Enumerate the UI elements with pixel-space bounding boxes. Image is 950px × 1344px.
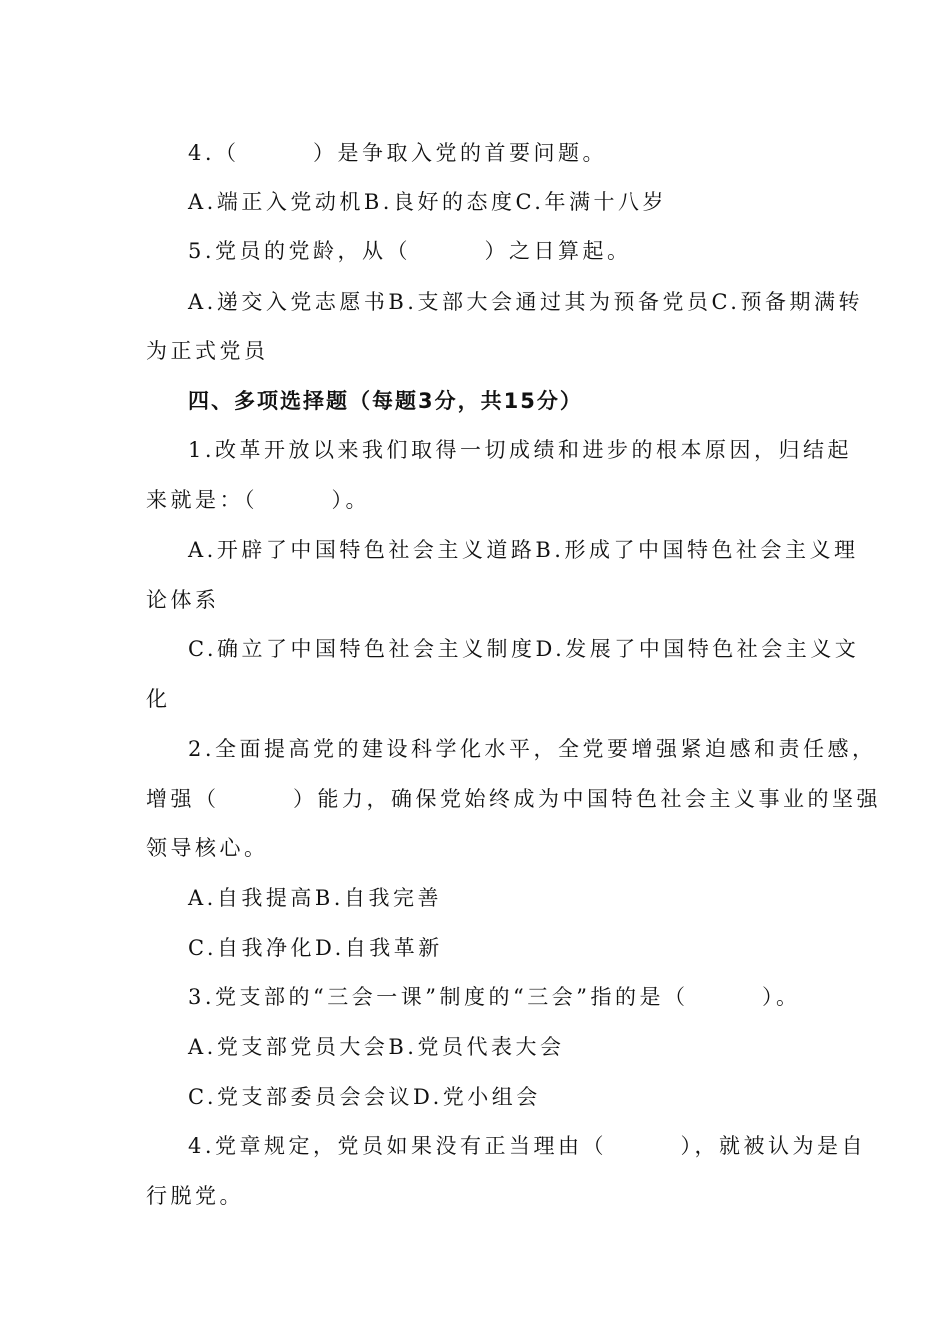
mc-question-1-text-continued: 来就是：（ ）。 [146, 488, 370, 512]
question-5-options: A.递交入党志愿书B.支部大会通过其为预备党员C.预备期满转 [188, 290, 863, 314]
mc-question-1-text: 1.改革开放以来我们取得一切成绩和进步的根本原因，归结起 [188, 438, 853, 462]
mc-question-2-options-ab: A.自我提高B.自我完善 [188, 886, 442, 910]
mc-question-1-options-cd: C.确立了中国特色社会主义制度D.发展了中国特色社会主义文 [188, 637, 860, 661]
mc-question-3-options-ab: A.党支部党员大会B.党员代表大会 [188, 1035, 565, 1059]
mc-question-2-text: 2.全面提高党的建设科学化水平，全党要增强紧迫感和责任感， [188, 737, 877, 761]
mc-question-1-options-ab: A.开辟了中国特色社会主义道路B.形成了中国特色社会主义理 [188, 538, 859, 562]
mc-question-2-options-cd: C.自我净化D.自我革新 [188, 936, 443, 960]
mc-question-4-text-continued: 行脱党。 [146, 1184, 244, 1208]
mc-question-1-options-ab-continued: 论体系 [146, 588, 220, 612]
mc-question-2-text-continued: 增强（ ）能力，确保党始终成为中国特色社会主义事业的坚强 [146, 787, 881, 811]
mc-question-2-text-end: 领导核心。 [146, 836, 269, 860]
question-5-text: 5.党员的党龄，从（ ）之日算起。 [188, 239, 632, 263]
mc-question-1-options-cd-continued: 化 [146, 687, 171, 711]
mc-question-3-text: 3.党支部的“三会一课”制度的“三会”指的是（ ）。 [188, 985, 801, 1009]
mc-question-4-text: 4.党章规定，党员如果没有正当理由（ ），就被认为是自 [188, 1134, 867, 1158]
question-5-options-continued: 为正式党员 [146, 339, 269, 363]
section-heading: 四、多项选择题（每题3分，共15分） [188, 389, 583, 413]
mc-question-3-options-cd: C.党支部委员会会议D.党小组会 [188, 1085, 541, 1109]
question-4-options: A.端正入党动机B.良好的态度C.年满十八岁 [188, 190, 667, 214]
question-4-text: 4.（ ）是争取入党的首要问题。 [188, 141, 608, 165]
